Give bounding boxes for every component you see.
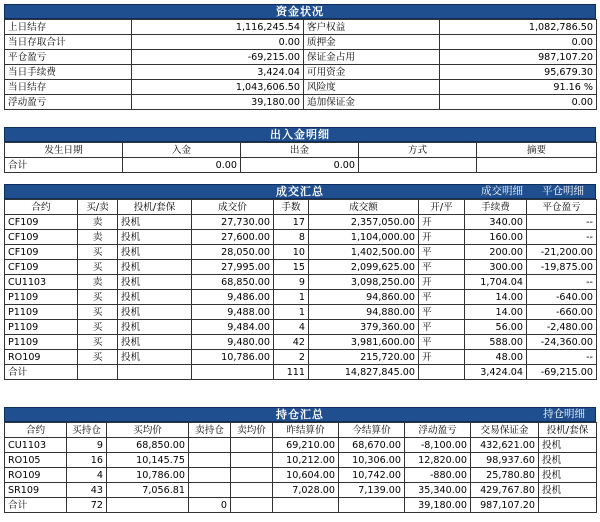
- fund-status-row: [5, 80, 597, 95]
- trade-cell: P1109: [5, 290, 78, 305]
- deposit-withdraw-header-row: [5, 143, 597, 158]
- table-row: [5, 320, 597, 335]
- trade-cell: 开: [419, 350, 465, 365]
- fund-value: 0.00: [132, 35, 304, 50]
- trade-cell: 9,480.00: [192, 335, 274, 350]
- trade-cell: 10,786.00: [192, 350, 274, 365]
- position-total-cell: [273, 498, 339, 513]
- trade-cell: 开: [419, 215, 465, 230]
- trade-cell: 2,099,625.00: [309, 260, 419, 275]
- col-method: 方式: [359, 143, 477, 158]
- trade-summary-table: [4, 199, 597, 380]
- position-total-cell: 0: [189, 498, 231, 513]
- fund-status-section: [4, 4, 596, 116]
- position-cell: [231, 453, 273, 468]
- position-col-header: 买均价: [107, 423, 189, 438]
- trade-cell: 投机: [118, 215, 192, 230]
- trade-cell: 平: [419, 335, 465, 350]
- trade-total-cell: 3,424.04: [465, 365, 527, 380]
- trade-cell: 56.00: [465, 320, 527, 335]
- trade-cell: -2,480.00: [527, 320, 597, 335]
- position-cell: 68,670.00: [339, 438, 405, 453]
- trade-cell: 投机: [118, 350, 192, 365]
- trade-detail-link[interactable]: 成交明细: [481, 185, 523, 197]
- fund-value: 1,043,606.50: [132, 80, 304, 95]
- trade-cell: 买: [78, 305, 118, 320]
- trade-cell: 15: [274, 260, 309, 275]
- position-cell: 432,621.00: [471, 438, 539, 453]
- trade-cell: 160.00: [465, 230, 527, 245]
- position-cell: 10,212.00: [273, 453, 339, 468]
- position-total-row: [5, 498, 597, 513]
- table-row: [5, 453, 597, 468]
- table-row: [5, 260, 597, 275]
- position-total-cell: [107, 498, 189, 513]
- position-cell: CU1103: [5, 438, 67, 453]
- trade-total-cell: [118, 365, 192, 380]
- table-row: [5, 275, 597, 290]
- position-cell: RO105: [5, 453, 67, 468]
- trade-summary-section: [4, 184, 596, 396]
- trade-cell: 1: [274, 305, 309, 320]
- fund-label: 当日存取合计: [5, 35, 132, 50]
- fund-label: 客户权益: [304, 20, 440, 35]
- position-total-cell: [231, 498, 273, 513]
- deposit-withdraw-section: [4, 127, 596, 175]
- trade-cell: 投机: [118, 320, 192, 335]
- fund-status-row: [5, 95, 597, 110]
- trade-cell: 买: [78, 350, 118, 365]
- col-date: 发生日期: [5, 143, 123, 158]
- fund-label: 保证金占用: [304, 50, 440, 65]
- fund-value: 987,107.20: [440, 50, 597, 65]
- total-summary: [477, 158, 597, 173]
- trade-cell: 42: [274, 335, 309, 350]
- trade-cell: 投机: [118, 260, 192, 275]
- trade-total-cell: [192, 365, 274, 380]
- position-col-header: 卖持仓: [189, 423, 231, 438]
- trade-cell: P1109: [5, 305, 78, 320]
- position-total-cell: 987,107.20: [471, 498, 539, 513]
- position-summary-table: [4, 422, 597, 513]
- trade-col-header: 开/平: [419, 200, 465, 215]
- trade-cell: 卖: [78, 275, 118, 290]
- trade-summary-header-row: [5, 200, 597, 215]
- trade-cell: -24,360.00: [527, 335, 597, 350]
- fund-value: 0.00: [440, 95, 597, 110]
- trade-cell: P1109: [5, 335, 78, 350]
- trade-col-header: 平仓盈亏: [527, 200, 597, 215]
- position-cell: [189, 438, 231, 453]
- position-cell: -880.00: [405, 468, 471, 483]
- deposit-withdraw-table: [4, 142, 597, 173]
- table-row: [5, 215, 597, 230]
- position-cell: 12,820.00: [405, 453, 471, 468]
- fund-value: 3,424.04: [132, 65, 304, 80]
- fund-value: 1,082,786.50: [440, 20, 597, 35]
- trade-cell: 卖: [78, 230, 118, 245]
- trade-cell: 28,050.00: [192, 245, 274, 260]
- table-row: [5, 245, 597, 260]
- trade-cell: 4: [274, 320, 309, 335]
- fund-status-header: [4, 4, 596, 19]
- close-detail-link[interactable]: 平仓明细: [542, 185, 584, 197]
- trade-cell: 投机: [118, 335, 192, 350]
- total-label: 合计: [5, 158, 123, 173]
- fund-value: 95,679.30: [440, 65, 597, 80]
- trade-col-header: 手数: [274, 200, 309, 215]
- trade-cell: CF109: [5, 245, 78, 260]
- trade-cell: 1,704.04: [465, 275, 527, 290]
- total-method: [359, 158, 477, 173]
- fund-label: 上日结存: [5, 20, 132, 35]
- total-out: 0.00: [241, 158, 359, 173]
- trade-cell: 27,995.00: [192, 260, 274, 275]
- position-cell: 69,210.00: [273, 438, 339, 453]
- trade-cell: 300.00: [465, 260, 527, 275]
- position-cell: 7,028.00: [273, 483, 339, 498]
- position-cell: -8,100.00: [405, 438, 471, 453]
- trade-cell: 8: [274, 230, 309, 245]
- fund-status-row: [5, 50, 597, 65]
- trade-cell: 2: [274, 350, 309, 365]
- trade-cell: 买: [78, 335, 118, 350]
- trade-cell: 平: [419, 245, 465, 260]
- trade-cell: CF109: [5, 260, 78, 275]
- trade-cell: -21,200.00: [527, 245, 597, 260]
- deposit-withdraw-total-row: [5, 158, 597, 173]
- trade-cell: 买: [78, 320, 118, 335]
- fund-value: 0.00: [440, 35, 597, 50]
- trade-cell: 买: [78, 245, 118, 260]
- position-col-header: 昨结算价: [273, 423, 339, 438]
- fund-label: 追加保证金: [304, 95, 440, 110]
- position-cell: 429,767.80: [471, 483, 539, 498]
- fund-value: 1,116,245.54: [132, 20, 304, 35]
- position-summary-header-row: [5, 423, 597, 438]
- position-summary-title: 持仓汇总: [276, 408, 324, 421]
- fund-status-table: [4, 19, 597, 110]
- position-cell: [231, 468, 273, 483]
- fund-status-title: 资金状况: [276, 5, 324, 18]
- fund-label: 当日手续费: [5, 65, 132, 80]
- trade-cell: 投机: [118, 275, 192, 290]
- trade-cell: 14.00: [465, 305, 527, 320]
- fund-label: 风险度: [304, 80, 440, 95]
- trade-cell: CU1103: [5, 275, 78, 290]
- position-cell: 4: [67, 468, 107, 483]
- fund-label: 平仓盈亏: [5, 50, 132, 65]
- trade-total-cell: [78, 365, 118, 380]
- trade-cell: 买: [78, 260, 118, 275]
- trade-total-cell: 14,827,845.00: [309, 365, 419, 380]
- position-col-header: 浮动盈亏: [405, 423, 471, 438]
- trade-cell: 开: [419, 230, 465, 245]
- trade-cell: 27,600.00: [192, 230, 274, 245]
- trade-cell: --: [527, 215, 597, 230]
- trade-col-header: 买/卖: [78, 200, 118, 215]
- trade-cell: 27,730.00: [192, 215, 274, 230]
- trade-cell: 3,981,600.00: [309, 335, 419, 350]
- trade-cell: RO109: [5, 350, 78, 365]
- position-col-header: 买持仓: [67, 423, 107, 438]
- trade-cell: 9,486.00: [192, 290, 274, 305]
- position-cell: 10,742.00: [339, 468, 405, 483]
- position-cell: 10,604.00: [273, 468, 339, 483]
- trade-cell: 10: [274, 245, 309, 260]
- position-cell: 10,306.00: [339, 453, 405, 468]
- table-row: [5, 350, 597, 365]
- trade-cell: 215,720.00: [309, 350, 419, 365]
- position-cell: 35,340.00: [405, 483, 471, 498]
- position-cell: 10,145.75: [107, 453, 189, 468]
- fund-status-row: [5, 65, 597, 80]
- trade-cell: 平: [419, 260, 465, 275]
- total-in: 0.00: [123, 158, 241, 173]
- trade-cell: -640.00: [527, 290, 597, 305]
- position-cell: 投机: [539, 468, 597, 483]
- fund-value: 39,180.00: [132, 95, 304, 110]
- fund-value: 91.16 %: [440, 80, 597, 95]
- position-cell: 25,780.80: [471, 468, 539, 483]
- position-total-cell: [339, 498, 405, 513]
- trade-cell: --: [527, 350, 597, 365]
- position-col-header: 今结算价: [339, 423, 405, 438]
- position-cell: 投机: [539, 453, 597, 468]
- trade-cell: 投机: [118, 245, 192, 260]
- position-cell: 投机: [539, 438, 597, 453]
- position-col-header: 投机/套保: [539, 423, 597, 438]
- position-cell: 10,786.00: [107, 468, 189, 483]
- position-summary-header: [4, 407, 596, 422]
- position-cell: [189, 453, 231, 468]
- trade-cell: 94,860.00: [309, 290, 419, 305]
- fund-status-row: [5, 20, 597, 35]
- trade-cell: 平: [419, 305, 465, 320]
- col-in: 入金: [123, 143, 241, 158]
- trade-total-cell: 合计: [5, 365, 78, 380]
- trade-cell: 3,098,250.00: [309, 275, 419, 290]
- trade-total-cell: 111: [274, 365, 309, 380]
- trade-total-row: [5, 365, 597, 380]
- trade-col-header: 合约: [5, 200, 78, 215]
- trade-cell: 17: [274, 215, 309, 230]
- trade-col-header: 成交额: [309, 200, 419, 215]
- fund-label: 质押金: [304, 35, 440, 50]
- trade-cell: CF109: [5, 230, 78, 245]
- trade-cell: 588.00: [465, 335, 527, 350]
- deposit-withdraw-header: [4, 127, 596, 142]
- trade-cell: 1,402,500.00: [309, 245, 419, 260]
- trade-cell: 94,880.00: [309, 305, 419, 320]
- position-total-cell: [539, 498, 597, 513]
- trade-cell: -660.00: [527, 305, 597, 320]
- position-total-cell: 72: [67, 498, 107, 513]
- position-cell: 投机: [539, 483, 597, 498]
- position-detail-link[interactable]: 持仓明细: [543, 408, 585, 420]
- trade-cell: 平: [419, 320, 465, 335]
- trade-cell: 平: [419, 290, 465, 305]
- trade-cell: -19,875.00: [527, 260, 597, 275]
- table-row: [5, 305, 597, 320]
- fund-label: 当日结存: [5, 80, 132, 95]
- position-cell: [189, 468, 231, 483]
- position-cell: 7,056.81: [107, 483, 189, 498]
- trade-cell: --: [527, 275, 597, 290]
- trade-cell: 卖: [78, 215, 118, 230]
- trade-cell: 379,360.00: [309, 320, 419, 335]
- deposit-withdraw-title: 出入金明细: [270, 128, 330, 141]
- position-cell: RO109: [5, 468, 67, 483]
- position-summary-section: [4, 407, 596, 519]
- trade-col-header: 成交价: [192, 200, 274, 215]
- trade-col-header: 手续费: [465, 200, 527, 215]
- trade-cell: 9,488.00: [192, 305, 274, 320]
- trade-total-cell: [419, 365, 465, 380]
- trade-cell: 340.00: [465, 215, 527, 230]
- trade-cell: P1109: [5, 320, 78, 335]
- trade-cell: 买: [78, 290, 118, 305]
- table-row: [5, 230, 597, 245]
- position-cell: 9: [67, 438, 107, 453]
- trade-summary-header: [4, 184, 596, 199]
- trade-cell: 投机: [118, 290, 192, 305]
- trade-cell: 9,484.00: [192, 320, 274, 335]
- fund-label: 浮动盈亏: [5, 95, 132, 110]
- position-cell: 16: [67, 453, 107, 468]
- table-row: [5, 483, 597, 498]
- fund-value: -69,215.00: [132, 50, 304, 65]
- trade-cell: 2,357,050.00: [309, 215, 419, 230]
- position-cell: 98,937.60: [471, 453, 539, 468]
- table-row: [5, 438, 597, 453]
- trade-cell: 投机: [118, 305, 192, 320]
- position-cell: [189, 483, 231, 498]
- trade-cell: 68,850.00: [192, 275, 274, 290]
- fund-label: 可用资金: [304, 65, 440, 80]
- position-col-header: 卖均价: [231, 423, 273, 438]
- trade-cell: 投机: [118, 230, 192, 245]
- trade-col-header: 投机/套保: [118, 200, 192, 215]
- position-col-header: 合约: [5, 423, 67, 438]
- trade-summary-title: 成交汇总: [276, 185, 324, 198]
- trade-cell: 1,104,000.00: [309, 230, 419, 245]
- table-row: [5, 468, 597, 483]
- table-row: [5, 335, 597, 350]
- trade-cell: 48.00: [465, 350, 527, 365]
- position-cell: [231, 438, 273, 453]
- trade-cell: 14.00: [465, 290, 527, 305]
- trade-cell: 开: [419, 275, 465, 290]
- position-cell: SR109: [5, 483, 67, 498]
- col-out: 出金: [241, 143, 359, 158]
- trade-cell: CF109: [5, 215, 78, 230]
- trade-cell: 1: [274, 290, 309, 305]
- position-cell: 43: [67, 483, 107, 498]
- position-cell: [231, 483, 273, 498]
- table-row: [5, 290, 597, 305]
- trade-cell: 200.00: [465, 245, 527, 260]
- position-total-cell: 合计: [5, 498, 67, 513]
- position-cell: 7,139.00: [339, 483, 405, 498]
- position-cell: 68,850.00: [107, 438, 189, 453]
- trade-cell: 9: [274, 275, 309, 290]
- fund-status-row: [5, 35, 597, 50]
- trade-cell: --: [527, 230, 597, 245]
- position-col-header: 交易保证金: [471, 423, 539, 438]
- trade-total-cell: -69,215.00: [527, 365, 597, 380]
- col-summary: 摘要: [477, 143, 597, 158]
- position-total-cell: 39,180.00: [405, 498, 471, 513]
